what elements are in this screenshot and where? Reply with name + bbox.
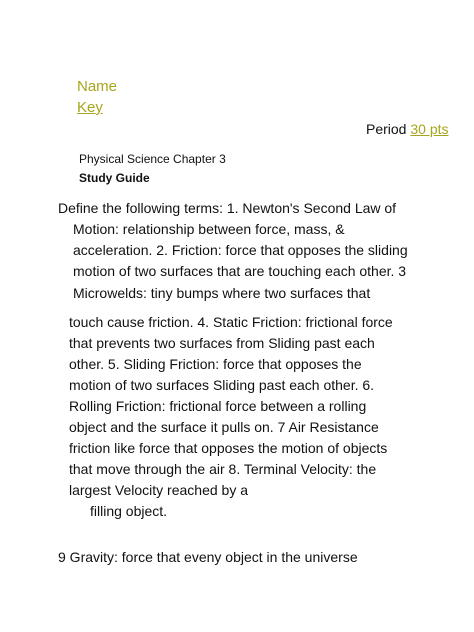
body-line: Define the following terms: 1. Newton's Second Law of bbox=[58, 200, 397, 216]
body-line: Motion: relationship between force, mass, & bbox=[73, 221, 345, 237]
body-line: Rolling Friction: frictional force between a rolling bbox=[69, 398, 367, 414]
body-line: Microwelds: tiny bumps where two surfaces that bbox=[73, 285, 371, 301]
body-line: largest Velocity reached by a bbox=[69, 482, 248, 498]
body-line: friction like force that opposes the motion of objects bbox=[69, 440, 388, 456]
period-label: Period bbox=[366, 121, 407, 137]
body-line: 9 Gravity: force that eveny object in the universe bbox=[58, 549, 358, 565]
body-line: filling object. bbox=[90, 503, 168, 519]
body-line: that move through the air 8. Terminal Velocity: the bbox=[69, 461, 377, 477]
body-line: motion of two surfaces Sliding past each other. 6. bbox=[69, 377, 375, 393]
period-line bbox=[366, 121, 449, 137]
name-label: Name bbox=[77, 78, 118, 95]
chapter-title: Physical Science Chapter 3 bbox=[79, 152, 226, 166]
body-line: acceleration. 2. Friction: force that opposes the sliding bbox=[73, 242, 408, 258]
study-guide-title: Study Guide bbox=[79, 171, 150, 185]
period-points: 30 pts bbox=[410, 121, 449, 137]
body-line: touch cause friction. 4. Static Friction: frictional force bbox=[69, 314, 393, 330]
body-line: other. 5. Sliding Friction: force that opposes the bbox=[69, 356, 362, 372]
name-value: Key bbox=[77, 99, 103, 116]
body-line: motion of two surfaces that are touching each other. 3 bbox=[73, 263, 407, 279]
body-line: object and the surface it pulls on. 7 Air Resistance bbox=[69, 419, 379, 435]
body-line: that prevents two surfaces from Sliding past each bbox=[69, 335, 375, 351]
